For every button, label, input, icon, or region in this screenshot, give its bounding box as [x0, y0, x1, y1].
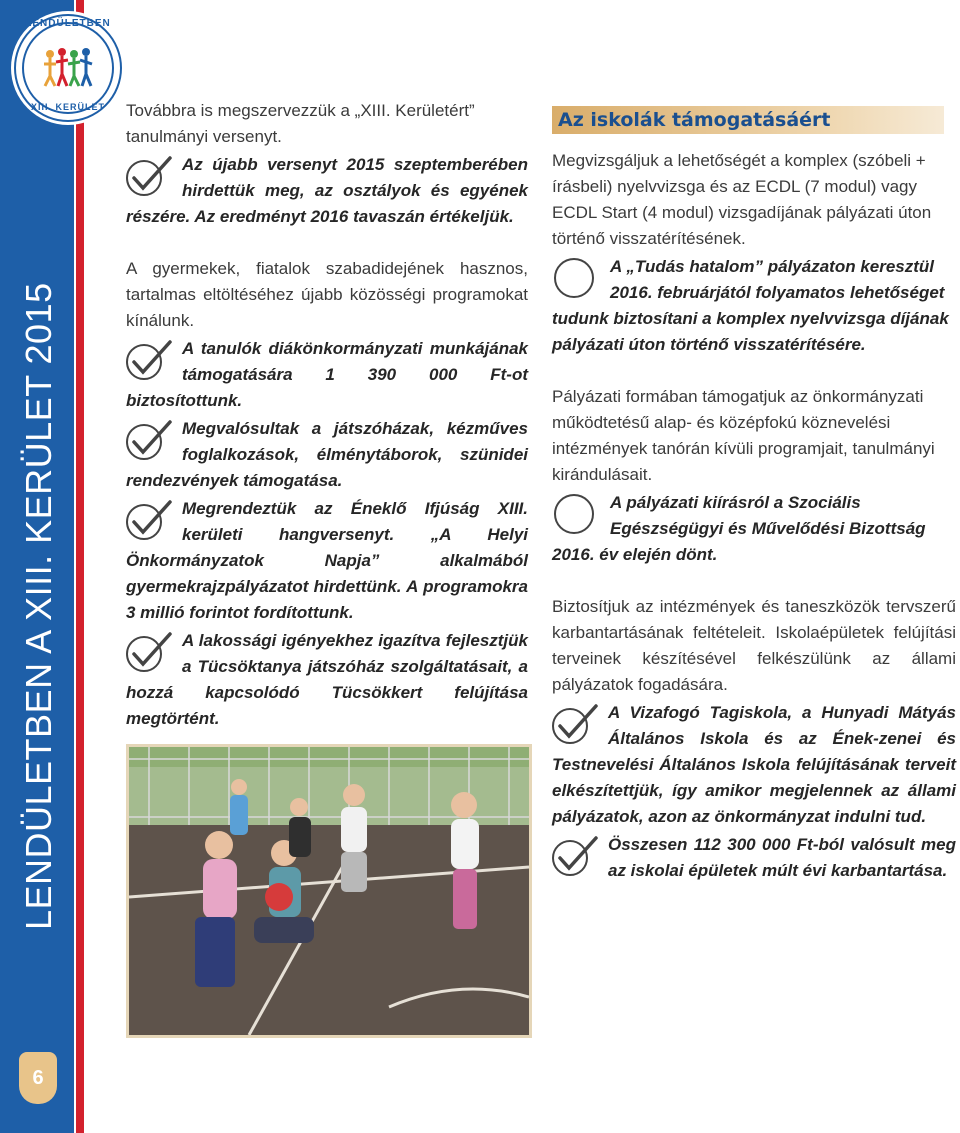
section-heading-text: Az iskolák támogatásáért	[558, 109, 831, 131]
section-heading	[552, 106, 944, 134]
item-text: A Vizafogó Tagiskola, a Hunyadi Mátyás Általános Iskola és az Ének-zenei és Testnevelési Általános Iskola felújításának terveit elkészítettjük, így amikor megjelennek az állami pályázatok, azon az önkormányzat indulni tud.	[552, 703, 956, 826]
paragraph: Biztosítjuk az intézmények és taneszközök tervszerű karbantartásának feltételeit. Iskolaépületek felújítási terveinek készítésével felkészülünk az állami pályázatok fogadására.	[552, 597, 956, 694]
list-item	[552, 832, 956, 884]
checkmark-icon	[124, 630, 174, 674]
checkmark-icon	[124, 418, 174, 462]
paragraph: Megvizsgáljuk a lehetőségét a komplex (szóbeli + írásbeli) nyelvvizsga és az ECDL (7 modul) vagy ECDL Start (4 modul) vizsgadíjának pályázati úton történő visszatérítésének.	[552, 151, 932, 248]
checkmark-icon	[124, 154, 174, 198]
checkmark-icon	[550, 834, 600, 878]
circle-bullet-icon	[554, 258, 594, 298]
list-item	[126, 496, 528, 626]
item-text: A tanulók diákönkormányzati munkájának támogatására 1 390 000 Ft-ot biztosítottunk.	[126, 339, 528, 410]
logo-top-text: LENDÜLETBEN	[25, 18, 111, 29]
paragraph: Pályázati formában támogatjuk az önkormányzati működtetésű alap- és középfokú köznevelési intézmények tanórán kívüli programjait, tanulmányi kirándulásait.	[552, 387, 935, 484]
checkmark-icon	[550, 702, 600, 746]
left-band	[0, 0, 82, 1133]
list-item	[552, 700, 956, 830]
item-text: Összesen 112 300 000 Ft-ból valósult meg az iskolai épületek múlt évi karbantartása.	[608, 835, 956, 880]
photo-illustration	[129, 747, 529, 1035]
item-text: A lakossági igényekhez igazítva fejlesztjük a Tücsöktanya játszóház szolgáltatásait, a hozzá kapcsolódó Tücsökkert felújítása megtörtént.	[126, 631, 528, 728]
vertical-title: LENDÜLETBEN A XIII. KERÜLET 2015	[18, 282, 59, 930]
red-stripe	[76, 0, 84, 1133]
item-text: A pályázati kiírásról a Szociális Egészségügyi és Művelődési Bizottság 2016. év elején dönt.	[552, 493, 926, 564]
logo-figures-icon	[42, 46, 94, 90]
children-playing-photo	[126, 744, 532, 1038]
logo-bottom-text: XIII. KERÜLET	[30, 102, 105, 112]
item-text: Megrendeztük az Éneklő Ifjúság XIII. kerületi hangversenyt. „A Helyi Önkormányzatok Napja” alkalmából gyermekrajzpályázatot hirdettünk. A programokra 3 millió forintot fordítottunk.	[126, 499, 528, 622]
right-column	[552, 148, 956, 884]
circle-bullet-icon	[554, 494, 594, 534]
item-text: A „Tudás hatalom” pályázaton keresztül 2016. februárjától folyamatos lehetőséget tudunk biztosítani a komplex nyelvvizsga díjának pályázati úton történő visszatérítésére.	[552, 257, 949, 354]
checkmark-icon	[124, 338, 174, 382]
page-number: 6	[19, 1052, 57, 1104]
intro-text: Továbbra is megszervezzük a „XIII. Kerületért” tanulmányi versenyt.	[126, 101, 475, 146]
item-text: Megvalósultak a játszóházak, kézműves foglalkozások, élménytáborok, szünidei rendezvények támogatása.	[126, 419, 528, 490]
list-item	[552, 490, 956, 568]
list-item	[126, 628, 528, 732]
district-logo	[14, 14, 122, 122]
list-item	[552, 254, 956, 358]
checkmark-icon	[124, 498, 174, 542]
list-item	[126, 416, 528, 494]
list-item	[126, 152, 528, 230]
paragraph: A gyermekek, fiatalok szabadidejének hasznos, tartalmas eltöltéséhez újabb közösségi programokat kínálunk.	[126, 259, 528, 330]
left-column	[126, 98, 528, 732]
item-text: Az újabb versenyt 2015 szeptemberében hirdettük meg, az osztályok és egyének részére. Az eredményt 2016 tavaszán értékeljük.	[126, 155, 528, 226]
list-item	[126, 336, 528, 414]
